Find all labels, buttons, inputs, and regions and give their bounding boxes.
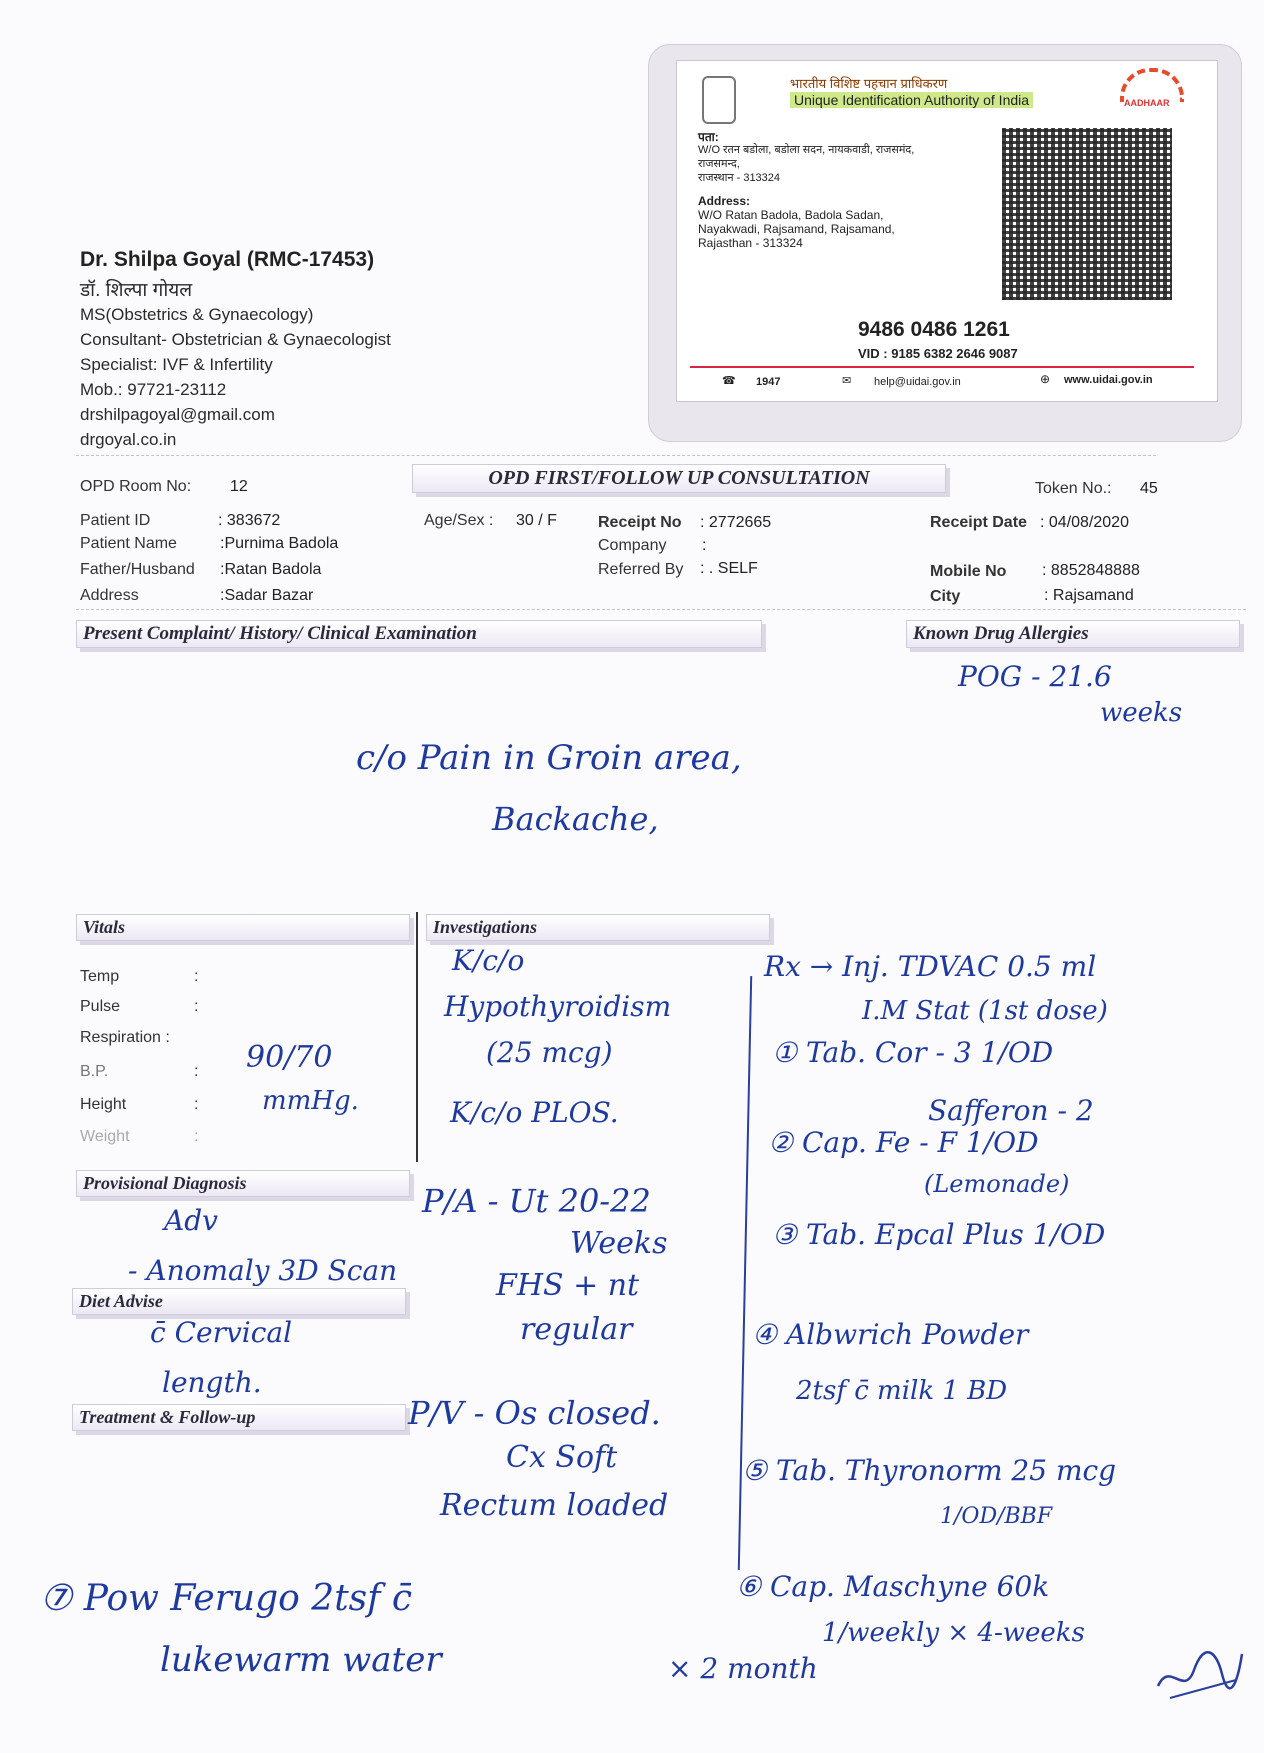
city-value: : Rajsamand <box>1044 587 1134 604</box>
vital-colon: : <box>194 1096 199 1113</box>
hw-complaint-2: Backache, <box>492 800 659 838</box>
form-title: OPD FIRST/FOLLOW UP CONSULTATION <box>412 464 946 493</box>
section-investigations: Investigations <box>426 914 770 941</box>
hw-pa-2: Weeks <box>570 1226 668 1261</box>
father-label: Father/Husband <box>80 561 195 578</box>
referred-value: : . SELF <box>700 560 758 577</box>
vital-colon: : <box>194 998 199 1015</box>
hw-rx-14: ⑦ Pow Ferugo 2tsf c̄ <box>40 1578 413 1619</box>
hw-rx-4: Safferon - 2 <box>928 1094 1094 1127</box>
hw-rx-10: ⑤ Tab. Thyronorm 25 mcg <box>742 1454 1117 1487</box>
hw-adv-2: - Anomaly 3D Scan <box>128 1254 398 1287</box>
section-treatment: Treatment & Follow-up <box>72 1404 406 1431</box>
hw-rx-12: ⑥ Cap. Maschyne 60k <box>736 1570 1050 1603</box>
receipt-date: : 04/08/2020 <box>1040 514 1129 531</box>
referred-label: Referred By <box>598 561 684 578</box>
aadhaar-number: 9486 0486 1261 <box>858 318 1010 341</box>
aadhaar-authority: Unique Identification Authority of India <box>790 92 1033 108</box>
aadhaar-address-hindi-1: W/O रतन बडोला, बडोला सदन, नायकवाडी, राजसमंद, <box>698 144 915 156</box>
doctor-role: Consultant- Obstetrician & Gynaecologist <box>80 330 391 349</box>
hw-pv-2: Cx Soft <box>506 1440 618 1475</box>
hw-rx-2: I.M Stat (1st dose) <box>862 996 1108 1026</box>
doctor-email: drshilpagoyal@gmail.com <box>80 405 275 424</box>
patient-address: :Sadar Bazar <box>220 587 314 604</box>
receipt-label: Receipt No <box>598 514 682 531</box>
hw-inv-1: K/c/o <box>452 944 525 977</box>
vital-bp-label: B.P. <box>80 1063 109 1080</box>
father-name: :Ratan Badola <box>220 561 322 578</box>
doctor-qualification: MS(Obstetrics & Gynaecology) <box>80 305 314 324</box>
doctor-signature <box>1150 1640 1246 1706</box>
mail-icon: ✉ <box>842 375 852 387</box>
section-vitals: Vitals <box>76 914 410 941</box>
mobile-value: : 8852848888 <box>1042 562 1140 579</box>
vital-pulse-label: Pulse <box>80 998 121 1015</box>
hw-rx-8: ④ Albwrich Powder <box>752 1318 1029 1351</box>
hw-pa-4: regular <box>520 1312 633 1347</box>
vital-height-label: Height <box>80 1096 127 1113</box>
qr-code-icon <box>1002 128 1172 300</box>
aadhaar-address-1: W/O Ratan Badola, Badola Sadan, <box>698 208 884 222</box>
patient-name: :Purnima Badola <box>220 535 339 552</box>
hw-adv-3: c̄ Cervical <box>150 1316 293 1349</box>
opd-room-label: OPD Room No: <box>80 478 192 495</box>
hw-adv-4: length. <box>162 1366 262 1399</box>
hw-rx-3: ① Tab. Cor - 3 1/OD <box>772 1036 1054 1069</box>
patient-name-label: Patient Name <box>80 535 177 552</box>
doctor-name: Dr. Shilpa Goyal (RMC-17453) <box>80 248 375 271</box>
globe-icon: ⊕ <box>1040 372 1051 386</box>
aadhaar-help-email: help@uidai.gov.in <box>874 376 961 388</box>
doctor-mobile: Mob.: 97721-23112 <box>80 380 227 399</box>
vital-respiration-label: Respiration : <box>80 1029 170 1046</box>
aadhaar-address-hindi-label: पता: <box>698 130 719 144</box>
vital-colon: : <box>194 968 199 985</box>
divider <box>76 609 1246 610</box>
section-complaint: Present Complaint/ History/ Clinical Examination <box>76 620 762 648</box>
doctor-specialist: Specialist: IVF & Infertility <box>80 355 273 374</box>
hw-rx-6: (Lemonade) <box>924 1170 1070 1198</box>
hw-rx-5: ② Cap. Fe - F 1/OD <box>768 1126 1039 1159</box>
hw-rx-11: 1/OD/BBF <box>940 1504 1053 1529</box>
mobile-label: Mobile No <box>930 563 1007 580</box>
vital-colon: : <box>194 1063 199 1080</box>
hw-adv-1: Adv <box>164 1204 218 1237</box>
doctor-website: drgoyal.co.in <box>80 430 177 449</box>
doctor-name-hindi: डॉ. शिल्पा गोयल <box>80 280 193 301</box>
emblem-icon <box>702 76 736 124</box>
hw-complaint-1: c/o Pain in Groin area, <box>356 738 742 778</box>
hw-rx-1: Rx → Inj. TDVAC 0.5 ml <box>764 950 1097 983</box>
hw-inv-4: K/c/o PLOS. <box>450 1096 619 1129</box>
agesex-value: 30 / F <box>516 512 557 529</box>
aadhaar-website: www.uidai.gov.in <box>1064 374 1153 386</box>
aadhaar-divider <box>690 366 1194 368</box>
hw-rx-16: × 2 month <box>668 1652 818 1685</box>
company-label: Company <box>598 537 667 554</box>
opd-room-value: 12 <box>230 478 248 495</box>
token-label: Token No.: <box>1035 480 1112 497</box>
aadhaar-phone: 1947 <box>756 376 781 388</box>
agesex-label: Age/Sex : <box>424 512 494 529</box>
hw-inv-3: (25 mcg) <box>486 1036 613 1069</box>
aadhaar-vid: VID : 9185 6382 2646 9087 <box>858 346 1018 361</box>
hw-pa-1: P/A - Ut 20-22 <box>422 1182 651 1220</box>
company-value: : <box>702 537 707 554</box>
aadhaar-address-label: Address: <box>698 194 751 208</box>
address-label: Address <box>80 587 139 604</box>
hw-poc-2: weeks <box>1100 698 1183 728</box>
aadhaar-address-3: Rajasthan - 313324 <box>698 236 803 250</box>
token-value: 45 <box>1140 480 1158 497</box>
hw-pv-1: P/V - Os closed. <box>408 1394 661 1432</box>
aadhaar-address-hindi-2: राजसमन्द, <box>698 158 740 170</box>
city-label: City <box>930 588 961 605</box>
hw-rx-15: lukewarm water <box>160 1640 442 1680</box>
aadhaar-address-hindi-3: राजस्थान - 313324 <box>698 172 781 184</box>
vital-colon: : <box>194 1128 199 1145</box>
hw-rx-13: 1/weekly × 4-weeks <box>822 1618 1085 1648</box>
hw-poc-1: POG - 21.6 <box>958 660 1112 693</box>
hw-bp-1: 90/70 <box>246 1040 333 1075</box>
receipt-date-label: Receipt Date <box>930 514 1027 531</box>
section-diagnosis: Provisional Diagnosis <box>76 1170 410 1197</box>
patient-id-label: Patient ID <box>80 512 151 529</box>
phone-icon: ☎ <box>722 375 736 387</box>
section-allergies: Known Drug Allergies <box>906 620 1240 648</box>
hw-pv-3: Rectum loaded <box>440 1488 669 1523</box>
section-diet: Diet Advise <box>72 1288 406 1315</box>
aadhaar-logo-text: AADHAAR <box>1124 98 1170 108</box>
receipt-value: : 2772665 <box>700 514 772 531</box>
hw-pa-3: FHS + nt <box>496 1268 640 1303</box>
aadhaar-address-2: Nayakwadi, Rajsamand, Rajsamand, <box>698 222 895 236</box>
vital-temp-label: Temp <box>80 968 120 985</box>
hw-rx-7: ③ Tab. Epcal Plus 1/OD <box>772 1218 1106 1251</box>
aadhaar-authority-hindi: भारतीय विशिष्ट पहचान प्राधिकरण <box>790 76 948 91</box>
hw-rx-9: 2tsf c̄ milk 1 BD <box>796 1376 1008 1406</box>
vital-weight-label: Weight <box>80 1128 130 1145</box>
divider <box>76 455 1156 456</box>
column-divider <box>416 912 418 1162</box>
patient-id: : 383672 <box>218 512 281 529</box>
hw-inv-2: Hypothyroidism <box>444 990 672 1023</box>
hw-bp-2: mmHg. <box>262 1086 359 1116</box>
